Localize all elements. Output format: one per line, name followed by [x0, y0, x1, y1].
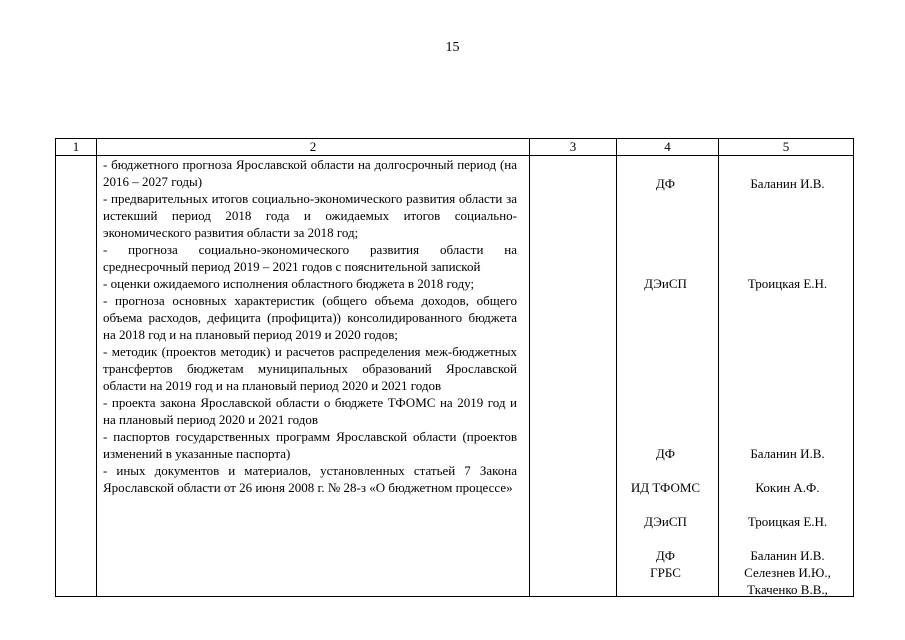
list-item: - бюджетного прогноза Ярославской области на долгосрочный период (на 2016 – 2027 годы): [103, 157, 517, 189]
page-number: 15: [445, 40, 460, 55]
column-header-5: 5: [782, 139, 790, 154]
column-divider: [616, 139, 617, 596]
list-item: - предварительных итогов социально-экономического развития области за истекший период 2018 года и ожидаемых итогов социально-экономического развития области за 2018 год;: [103, 191, 517, 240]
document-table: [55, 138, 854, 597]
column-divider: [529, 139, 530, 596]
responsible-person-cell: Троицкая Е.Н.: [747, 514, 828, 529]
department-cell: ДФ: [655, 176, 676, 191]
department-cell: ДЭиСП: [644, 276, 687, 291]
column-header-1: 1: [72, 139, 80, 154]
column-divider: [96, 139, 97, 596]
responsible-person-cell: Баланин И.В.: [750, 176, 825, 191]
responsible-person-cell: Кокин А.Ф.: [755, 480, 820, 495]
column-divider: [718, 139, 719, 596]
responsible-person-cell: Троицкая Е.Н.: [747, 276, 828, 291]
department-cell: ИД ТФОМС: [630, 480, 701, 495]
list-item: - методик (проектов методик) и расчетов распределения меж-бюджетных трансфертов бюджетам муниципальных образований Ярославской области на 2019 год и на плановый период 2020 и 2021 годов: [103, 344, 517, 393]
column-header-2: 2: [309, 139, 317, 154]
responsible-person-cell: Баланин И.В.: [750, 548, 825, 563]
list-item: - паспортов государственных программ Ярославской области (проектов изменений в указанные паспорта): [103, 429, 517, 461]
responsible-person-cell: Баланин И.В.: [750, 446, 825, 461]
list-item: - проекта закона Ярославской области о бюджете ТФОМС на 2019 год и на плановый период 2020 и 2021 годов: [103, 395, 517, 427]
responsible-person-cell: Селезнев И.Ю.,: [744, 565, 831, 580]
documents-list: [103, 156, 517, 496]
department-cell: ДФ: [655, 548, 676, 563]
department-cell: ГРБС: [650, 565, 681, 580]
column-header-4: 4: [664, 139, 671, 154]
list-item: - иных документов и материалов, установленных статьей 7 Закона Ярославской области от 26 июня 2008 г. № 28-з «О бюджетном процессе»: [103, 463, 517, 495]
list-item: - оценки ожидаемого исполнения областного бюджета в 2018 году;: [103, 276, 475, 291]
list-item: - прогноза социально-экономического развития области на среднесрочный период 2019 – 2021 годов с пояснительной запиской: [103, 242, 517, 274]
list-item: - прогноза основных характеристик (общего объема доходов, общего объема расходов, дефицита (профицита)) консолидированного бюджета на 2018 год и на плановый период 2019 и 2020 годов;: [103, 293, 517, 342]
responsible-person-cell: Ткаченко В.В.,: [747, 582, 828, 597]
column-header-3: 3: [569, 139, 577, 154]
department-cell: ДФ: [655, 446, 676, 461]
department-cell: ДЭиСП: [644, 514, 687, 529]
